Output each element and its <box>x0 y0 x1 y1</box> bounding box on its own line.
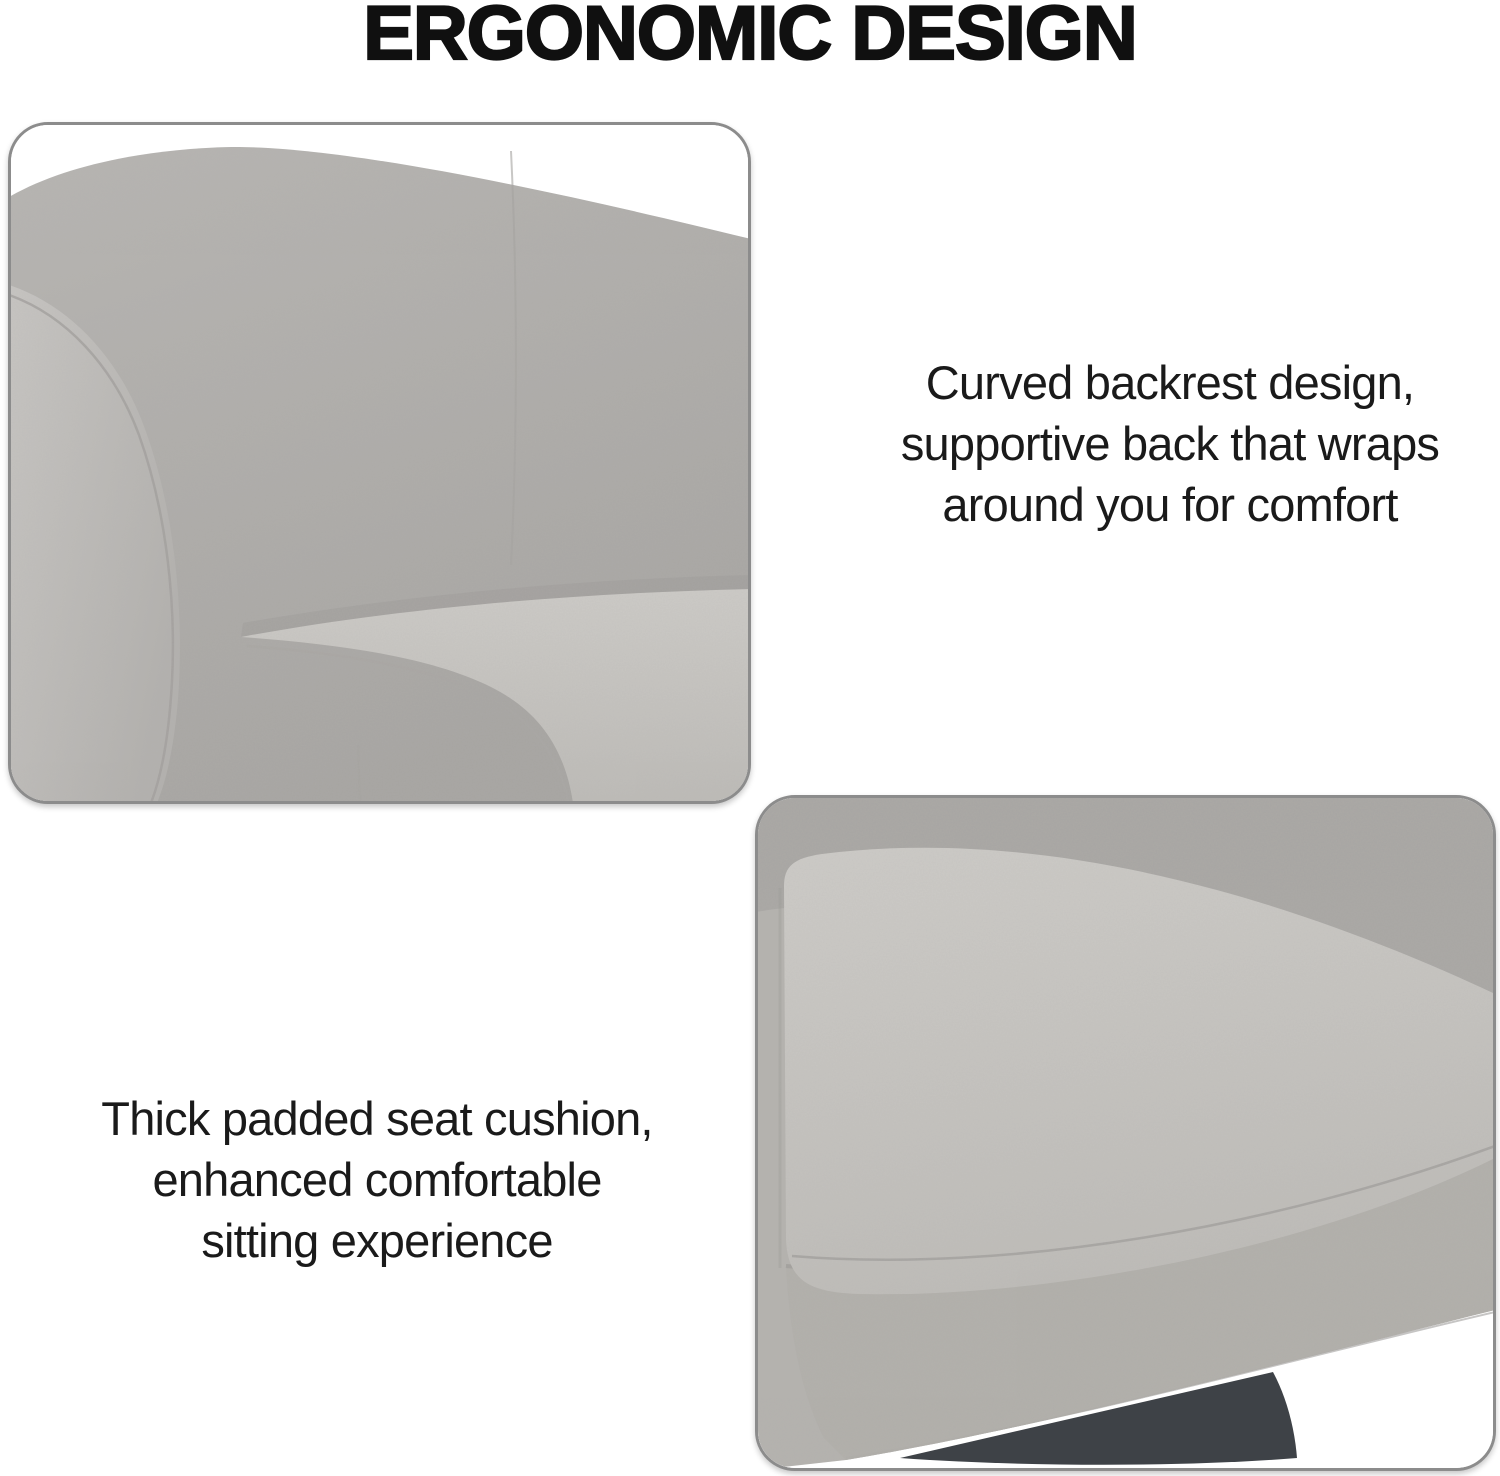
caption-backrest-line2: supportive back that wraps <box>900 417 1440 470</box>
page-title: ERGONOMIC DESIGN <box>363 0 1137 76</box>
backrest-photo-illustration <box>11 125 748 801</box>
caption-cushion-line3: sitting experience <box>201 1214 553 1267</box>
photo-panel-backrest <box>8 122 751 804</box>
caption-cushion-line1: Thick padded seat cushion, <box>101 1092 653 1145</box>
cushion-photo-illustration <box>758 798 1493 1468</box>
caption-backrest-line1: Curved backrest design, <box>925 356 1415 409</box>
caption-backrest-line3: around you for comfort <box>942 478 1398 531</box>
caption-backrest <box>855 352 1485 535</box>
fabric-texture-overlay <box>11 125 748 801</box>
photo-panel-cushion <box>755 795 1496 1471</box>
caption-cushion <box>62 1088 692 1271</box>
caption-cushion-line2: enhanced comfortable <box>152 1153 602 1206</box>
